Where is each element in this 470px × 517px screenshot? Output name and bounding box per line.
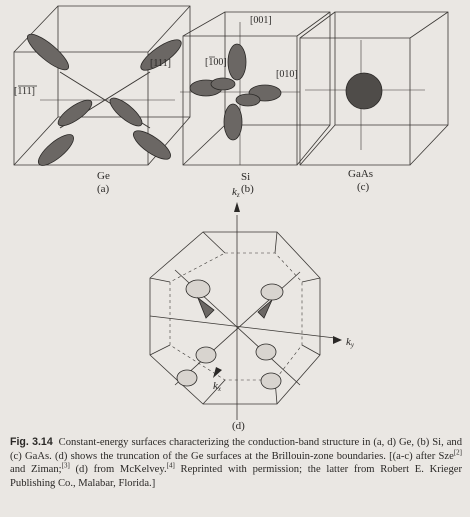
gaas-material-label: GaAs (348, 168, 374, 180)
kx-label: kx (213, 380, 221, 393)
si-dir-001-label: [001] (250, 15, 272, 26)
si-dir-100-label: [100] (205, 57, 227, 68)
kz-label: kz (232, 186, 240, 199)
caption-text-1: Constant-energy surfaces characterizing the conduction-band structure in (a, d) Ge, (b) Si, and (c) GaAs. (d) shows the truncation of the Ge surfaces at the Brillouin-zone boundaries. [(a-c) after Sze (10, 437, 463, 462)
panel-b-label: (b) (241, 183, 254, 195)
ky-label: ky (346, 336, 354, 349)
brillouin-zone (150, 215, 335, 420)
panel-d-label: (d) (232, 420, 245, 432)
panel-a-label: (a) (97, 183, 110, 195)
caption-text-3: (d) from McKelvey. (69, 464, 167, 476)
truncated-ellipsoids (177, 280, 283, 389)
si-material-label: Si (241, 171, 251, 183)
ge-dir-pos-label: [111] (150, 58, 171, 69)
ge-material-label: Ge (97, 170, 110, 182)
caption-ref-2: [3] (61, 461, 70, 470)
figure-caption (10, 436, 462, 490)
ge-dir-neg-label: [111] (14, 86, 35, 97)
caption-ref-1: [2] (453, 448, 462, 457)
gaas-sphere (346, 73, 382, 109)
figure-number: Fig. 3.14 (10, 436, 53, 448)
panel-c-label: (c) (357, 181, 370, 193)
caption-text-2: and Ziman; (10, 464, 62, 476)
si-dir-010-label: [010] (276, 69, 298, 80)
caption-ref-3: [4] (166, 461, 175, 470)
ge-cube (14, 6, 190, 165)
caption-text-4: Reprinted with permission; the latter from Robert E. Krieger Publishing Co., Malabar, Florida.] (10, 464, 462, 489)
